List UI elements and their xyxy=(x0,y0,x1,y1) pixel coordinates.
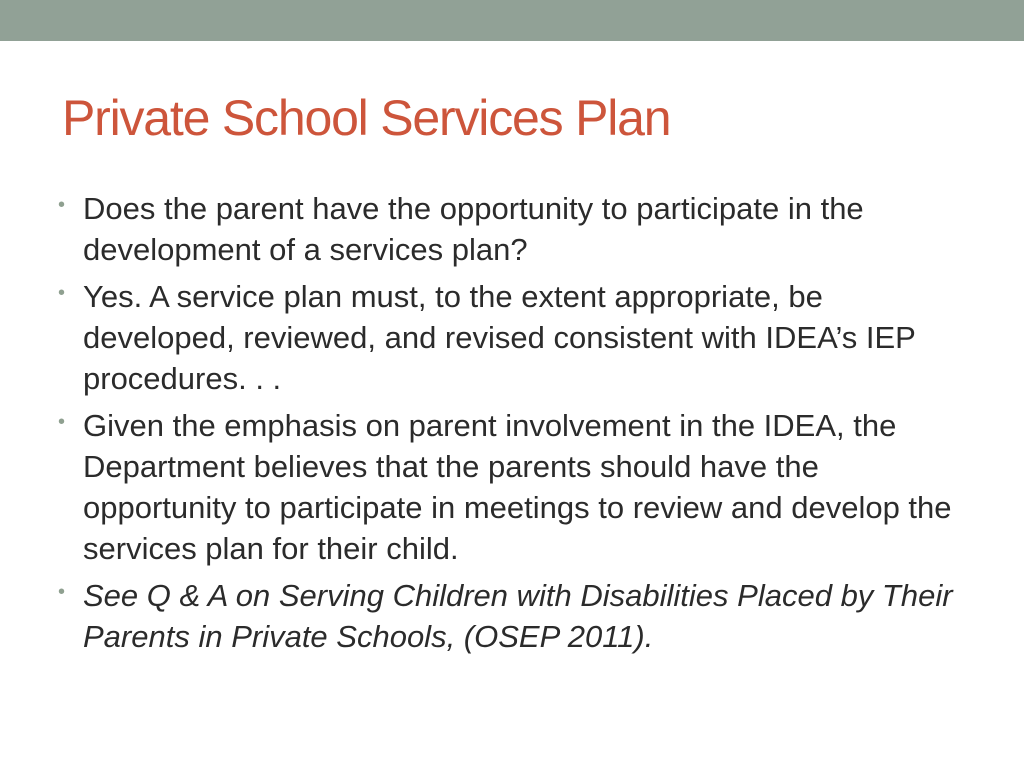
bullet-dot-icon: • xyxy=(58,282,66,304)
slide-title: Private School Services Plan xyxy=(62,90,671,146)
bullet-dot-icon: • xyxy=(58,411,66,433)
bullet-text: Given the emphasis on parent involvement in the IDEA, the Department believes that the parents should have the opportunity to participate in meetings to review and develop the services plan for their child. xyxy=(83,408,952,566)
bullet-text: Yes. A service plan must, to the extent appropriate, be developed, reviewed, and revised consistent with IDEA’s IEP procedures. . . xyxy=(83,279,916,396)
citation-text: See Q & A on Serving Children with Disabilities Placed by Their Parents in Private Schools, (OSEP 2011). xyxy=(83,578,953,654)
bullet-item xyxy=(56,405,966,569)
bullet-item xyxy=(56,188,966,270)
bullet-item xyxy=(56,575,966,657)
bullet-list xyxy=(56,188,966,663)
bullet-dot-icon: • xyxy=(58,581,66,603)
top-accent-bar xyxy=(0,0,1024,41)
bullet-dot-icon: • xyxy=(58,194,66,216)
bullet-item xyxy=(56,276,966,399)
bullet-text: Does the parent have the opportunity to participate in the development of a services plan? xyxy=(83,191,864,267)
